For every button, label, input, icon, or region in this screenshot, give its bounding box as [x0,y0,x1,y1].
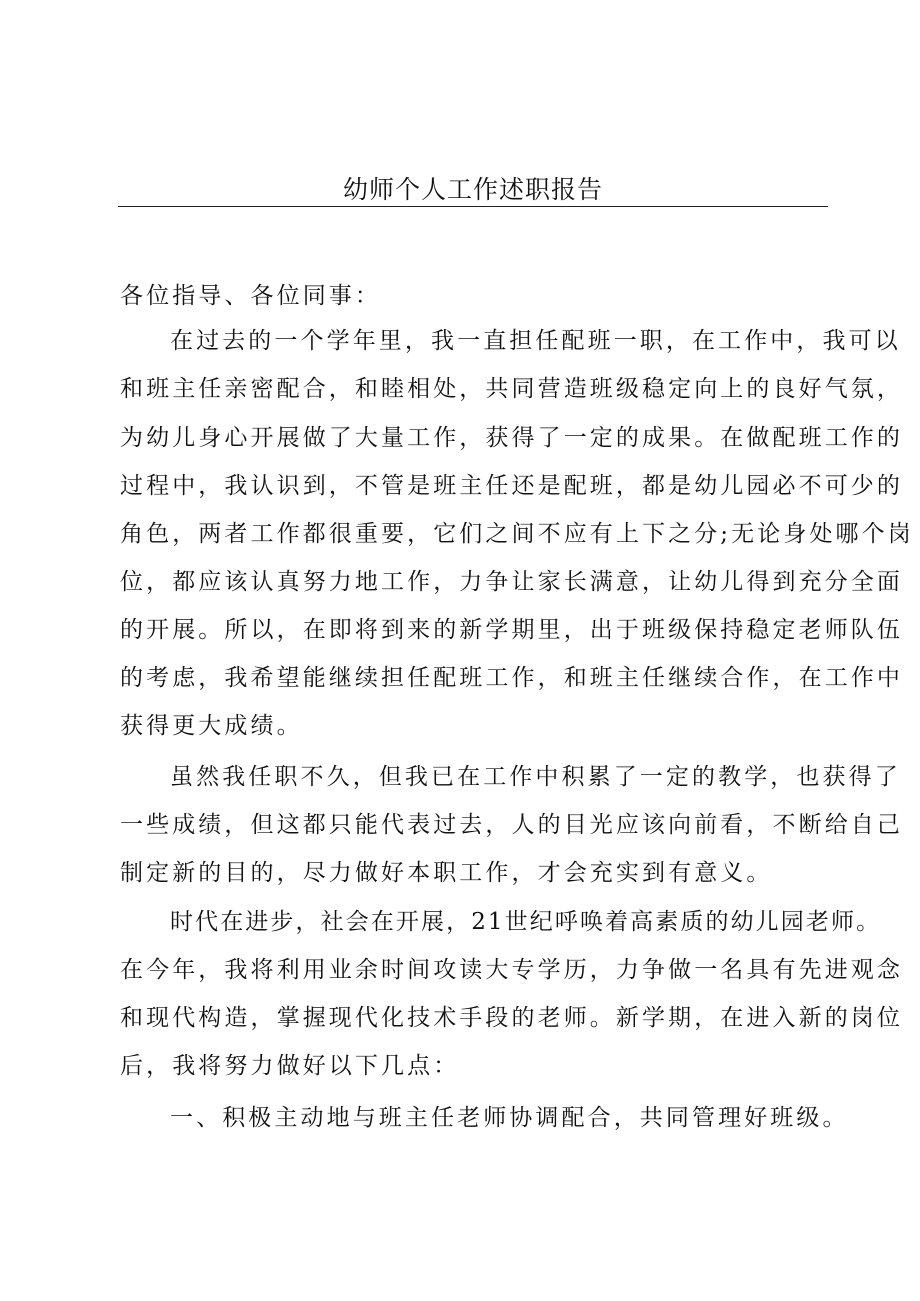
paragraph-3-line-4: 后，我将努力做好以下几点： [120,1053,460,1079]
paragraph-1-line-8: 的考虑，我希望能继续担任配班工作，和班主任继续合作，在工作中 [120,665,903,691]
paragraph-1-line-9: 获得更大成绩。 [120,713,303,739]
paragraph-3-line-1: 时代在进步，社会在开展，21世纪呼唤着高素质的幼儿园老师。 [170,909,882,935]
paragraph-1-line-5: 角色，两者工作都很重要，它们之间不应有上下之分;无论身处哪个岗 [120,521,914,547]
paragraph-1-line-2: 和班主任亲密配合，和睦相处，共同营造班级稳定向上的良好气氛， [120,376,903,402]
paragraph-2-line-1: 虽然我任职不久，但我已在工作中积累了一定的教学，也获得了 [170,764,901,790]
paragraph-3-line-2: 在今年，我将利用业余时间攻读大专学历，力争做一名具有先进观念 [120,957,903,983]
paragraph-1-line-3: 为幼儿身心开展做了大量工作，获得了一定的成果。在做配班工作的 [120,425,903,451]
paragraph-1-line-4: 过程中，我认识到，不管是班主任还是配班，都是幼儿园必不可少的 [120,473,903,499]
paragraph-2-line-2: 一些成绩，但这都只能代表过去，人的目光应该向前看，不断给自己 [120,812,903,838]
paragraph-3-line-3: 和现代构造，掌握现代化技术手段的老师。新学期，在进入新的岗位 [120,1005,903,1031]
paragraph-2-line-3: 制定新的目的，尽力做好本职工作，才会充实到有意义。 [120,860,773,886]
paragraph-1-line-6: 位，都应该认真努力地工作，力争让家长满意，让幼儿得到充分全面 [120,569,903,595]
title-underline [118,206,828,207]
document-title: 幼师个人工作述职报告 [342,175,603,204]
salutation: 各位指导、各位同事： [120,283,381,309]
paragraph-1-line-7: 的开展。所以，在即将到来的新学期里，出于班级保持稳定老师队伍 [120,617,903,643]
paragraph-4-line-1: 一、积极主动地与班主任老师协调配合，共同管理好班级。 [170,1105,849,1131]
paragraph-1-line-1: 在过去的一个学年里，我一直担任配班一职，在工作中，我可以 [170,328,901,354]
